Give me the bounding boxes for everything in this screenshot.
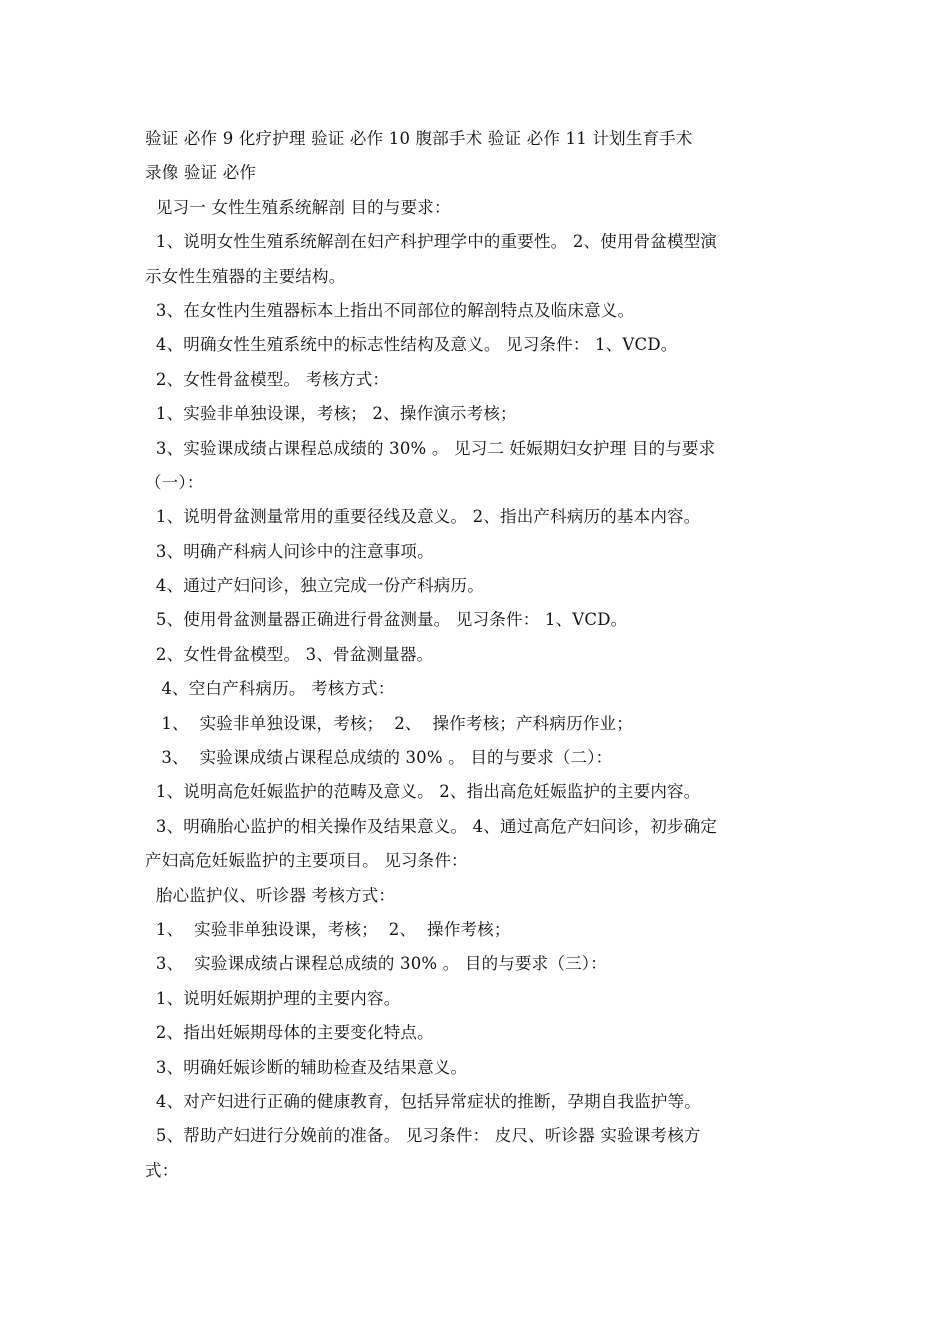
text-line: 1、说明高危妊娠监护的范畴及意义。 2、指出高危妊娠监护的主要内容。 <box>145 782 701 802</box>
text-line: 2、指出妊娠期母体的主要变化特点。 <box>145 1023 434 1043</box>
text-line: 2、女性骨盆模型。 考核方式： <box>145 369 390 389</box>
text-line: 3、在女性内生殖器标本上指出不同部位的解剖特点及临床意义。 <box>145 300 635 320</box>
text-line: 3、 实验课成绩占课程总成绩的 30% 。 目的与要求（二）： <box>145 748 613 768</box>
text-line: 5、使用骨盆测量器正确进行骨盆测量。 见习条件： 1、VCD。 <box>145 610 628 630</box>
text-line: 5、帮助产妇进行分娩前的准备。 见习条件： 皮尺、听诊器 实验课考核方 <box>145 1126 701 1146</box>
text-line: 3、 实验课成绩占课程总成绩的 30% 。 目的与要求（三）： <box>145 954 607 974</box>
text-line: 见习一 女性生殖系统解剖 目的与要求： <box>145 197 451 217</box>
text-line: 产妇高危妊娠监护的主要项目。 见习条件： <box>145 851 468 871</box>
text-line: 2、女性骨盆模型。 3、骨盆测量器。 <box>145 644 434 664</box>
text-line: 4、空白产科病历。 考核方式： <box>145 679 395 699</box>
text-line: 4、明确女性生殖系统中的标志性结构及意义。 见习条件： 1、VCD。 <box>145 335 678 355</box>
text-line: 1、说明妊娠期护理的主要内容。 <box>145 988 401 1008</box>
text-line: 4、通过产妇问诊，独立完成一份产科病历。 <box>145 576 484 596</box>
text-line: 3、明确妊娠诊断的辅助检查及结果意义。 <box>145 1057 468 1077</box>
text-line: 1、 实验非单独设课，考核； 2、 操作考核；产科病历作业； <box>145 713 633 733</box>
text-line: 录像 验证 必作 <box>145 163 257 183</box>
text-line: 胎心监护仪、听诊器 考核方式： <box>145 885 396 905</box>
text-line: 验证 必作 9 化疗护理 验证 必作 10 腹部手术 验证 必作 11 计划生育手术 <box>145 129 693 148</box>
text-line: 3、明确胎心监护的相关操作及结果意义。 4、通过高危产妇问诊，初步确定 <box>145 816 718 836</box>
text-line: 4、对产妇进行正确的健康教育，包括异常症状的推断，孕期自我监护等。 <box>145 1091 701 1111</box>
text-line: 1、实验非单独设课，考核； 2、操作演示考核； <box>145 404 517 424</box>
text-line: 3、实验课成绩占课程总成绩的 30% 。 见习二 妊娠期妇女护理 目的与要求 <box>145 438 716 458</box>
text-line: 1、 实验非单独设课，考核； 2、 操作考核； <box>145 919 511 939</box>
text-line: 3、明确产科病人问诊中的注意事项。 <box>145 541 434 561</box>
text-line: （一）： <box>145 472 204 492</box>
text-line: 式： <box>145 1160 179 1180</box>
text-line: 1、说明女性生殖系统解剖在妇产科护理学中的重要性。 2、使用骨盆模型演 <box>145 232 718 252</box>
text-line: 示女性生殖器的主要结构。 <box>145 266 346 286</box>
document-body <box>145 122 810 1188</box>
text-line: 1、说明骨盆测量常用的重要径线及意义。 2、指出产科病历的基本内容。 <box>145 507 701 527</box>
